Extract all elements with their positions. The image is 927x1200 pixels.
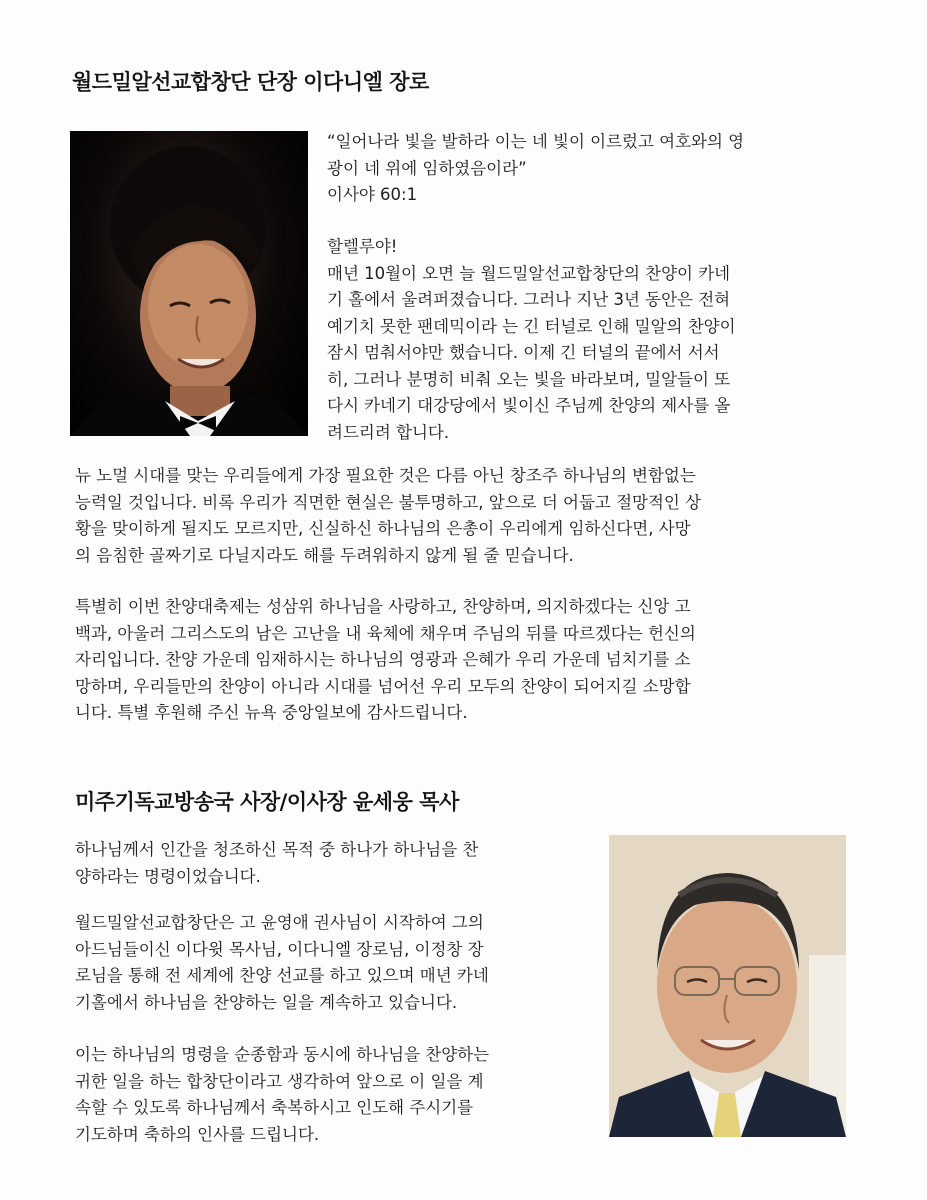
section2-paragraph-1 bbox=[75, 837, 478, 890]
portrait-photo-elder-daniel-lee bbox=[70, 131, 308, 436]
section2-paragraph-2 bbox=[75, 910, 489, 1016]
quote-reference: 이사야 60:1 bbox=[327, 185, 418, 204]
intro-line: 다시 카네기 대강당에서 빛이신 주님께 찬양의 제사를 올 bbox=[327, 396, 731, 415]
paragraph-line: 망하며, 우리들만의 찬양이 아니라 시대를 넘어선 우리 모두의 찬양이 되어지길 소망합 bbox=[75, 676, 691, 696]
paragraph-line: 양하라는 명령이었습니다. bbox=[75, 866, 261, 886]
paragraph-new-normal bbox=[75, 463, 701, 569]
paragraph-line: 뉴 노멀 시대를 맞는 우리들에게 가장 필요한 것은 다름 아닌 창조주 하나님의 변함없는 bbox=[75, 466, 696, 485]
intro-line: 기 홀에서 울려퍼졌습니다. 그러나 지난 3년 동안은 전혀 bbox=[327, 290, 731, 309]
quote-line: “일어나라 빛을 발하라 이는 네 빛이 이르렀고 여호와의 영 bbox=[327, 132, 745, 151]
intro-line: 매년 10월이 오면 늘 월드밀알선교합창단의 찬양이 카네 bbox=[327, 263, 731, 283]
paragraph-line: 특별히 이번 찬양대축제는 성삼위 하나님을 사랑하고, 찬양하며, 의지하겠다는 신앙 고 bbox=[75, 597, 691, 616]
quote-line: 광이 네 위에 임하였음이라” bbox=[327, 158, 527, 178]
intro-line: 히, 그러나 분명히 비춰 오는 빛을 바라보며, 밀알들이 또 bbox=[327, 369, 731, 389]
paragraph-line: 능력일 것입니다. 비록 우리가 직면한 현실은 불투명하고, 앞으로 더 어둡고 절망적인 상 bbox=[75, 492, 702, 512]
paragraph-line: 아드님들이신 이다윗 목사님, 이다니엘 장로님, 이정창 장 bbox=[75, 939, 484, 959]
intro-line: 예기치 못한 팬데믹이라 는 긴 터널로 인해 밀알의 찬양이 bbox=[327, 316, 736, 336]
paragraph-line: 속할 수 있도록 하나님께서 축복하시고 인도해 주시기를 bbox=[75, 1098, 474, 1117]
section1-heading: 월드밀알선교합창단 단장 이다니엘 장로 bbox=[72, 70, 429, 94]
paragraph-line: 월드밀알선교합창단은 고 윤영애 권사님이 시작하여 그의 bbox=[75, 913, 484, 932]
section2-paragraph-3 bbox=[75, 1042, 489, 1148]
intro-line: 려드리려 합니다. bbox=[327, 422, 450, 442]
intro-line: 잠시 멈춰서야만 했습니다. 이제 긴 터널의 끝에서 서서 bbox=[327, 343, 720, 362]
paragraph-line: 니다. 특별 후원해 주신 뉴욕 중앙일보에 감사드립니다. bbox=[75, 703, 468, 722]
paragraph-line: 기도하며 축하의 인사를 드립니다. bbox=[75, 1124, 320, 1144]
paragraph-festival bbox=[75, 594, 696, 727]
paragraph-line: 황을 맞이하게 될지도 모르지만, 신실하신 하나님의 은총이 우리에게 임하신다면, 사망 bbox=[75, 519, 691, 538]
paragraph-line: 백과, 아울러 그리스도의 남은 고난을 내 육체에 채우며 주님의 뒤를 따르겠다는 헌신의 bbox=[75, 623, 696, 643]
paragraph-line: 자리입니다. 찬양 가운데 임재하시는 하나님의 영광과 은혜가 우리 가운데 넘치기를 소 bbox=[75, 650, 691, 669]
intro-line: 할렐루야! bbox=[327, 237, 398, 256]
paragraph-line: 이는 하나님의 명령을 순종함과 동시에 하나님을 찬양하는 bbox=[75, 1045, 490, 1064]
section2-heading: 미주기독교방송국 사장/이사장 윤세웅 목사 bbox=[75, 790, 459, 814]
paragraph-line: 로님을 통해 전 세계에 찬양 선교를 하고 있으며 매년 카네 bbox=[75, 966, 489, 985]
paragraph-line: 하나님께서 인간을 청조하신 목적 중 하나가 하나님을 찬 bbox=[75, 840, 479, 859]
intro-paragraph bbox=[327, 234, 736, 446]
paragraph-line: 귀한 일을 하는 합창단이라고 생각하여 앞으로 이 일을 계 bbox=[75, 1071, 484, 1091]
paragraph-line: 기홀에서 하나님을 찬양하는 일을 계속하고 있습니다. bbox=[75, 992, 458, 1012]
portrait-photo-pastor-yoon bbox=[609, 835, 846, 1137]
scripture-quote bbox=[327, 129, 744, 209]
paragraph-line: 의 음침한 골짜기로 다닐지라도 해를 두려워하지 않게 될 줄 믿습니다. bbox=[75, 545, 574, 565]
